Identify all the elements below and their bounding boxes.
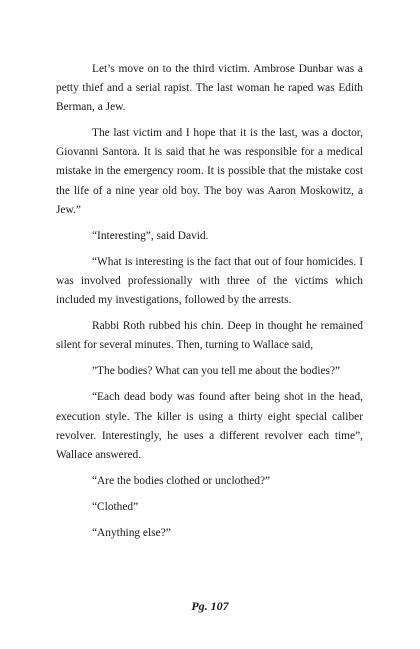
paragraph: Let’s move on to the third victim. Ambrose Dunbar was a petty thief and a serial rapist. The last woman he raped was Edith Berman, a Jew.	[56, 63, 363, 114]
paragraph: “What is interesting is the fact that out of four homicides. I was involved professionally with three of the victims which included my investigations, followed by the arrests.	[56, 255, 363, 307]
paragraph: “Are the bodies clothed or unclothed?”	[92, 474, 271, 487]
paragraph: “Each dead body was found after being shot in the head, execution style. The killer is using a thirty eight special caliber revolver. Interestingly, he uses a different revolver each time”, Wallace answered.	[56, 391, 363, 461]
paragraph: “Clothed”	[92, 500, 139, 513]
page-body	[56, 60, 363, 550]
paragraph: “Interesting”, said David.	[92, 229, 209, 242]
page-number: Pg. 107	[191, 599, 229, 613]
paragraph: “Anything else?”	[92, 526, 171, 539]
paragraph: ”The bodies? What can you tell me about the bodies?”	[92, 365, 341, 378]
paragraph: Rabbi Roth rubbed his chin. Deep in thought he remained silent for several minutes. Then, turning to Wallace said,	[56, 320, 363, 352]
paragraph: The last victim and I hope that it is the last, was a doctor, Giovanni Santora. It is said that he was responsible for a medical mistake in the emergency room. It is possible that the mistake cost the life of a nine year old boy. The boy was Aaron Moskowitz, a Jew.”	[56, 127, 363, 216]
